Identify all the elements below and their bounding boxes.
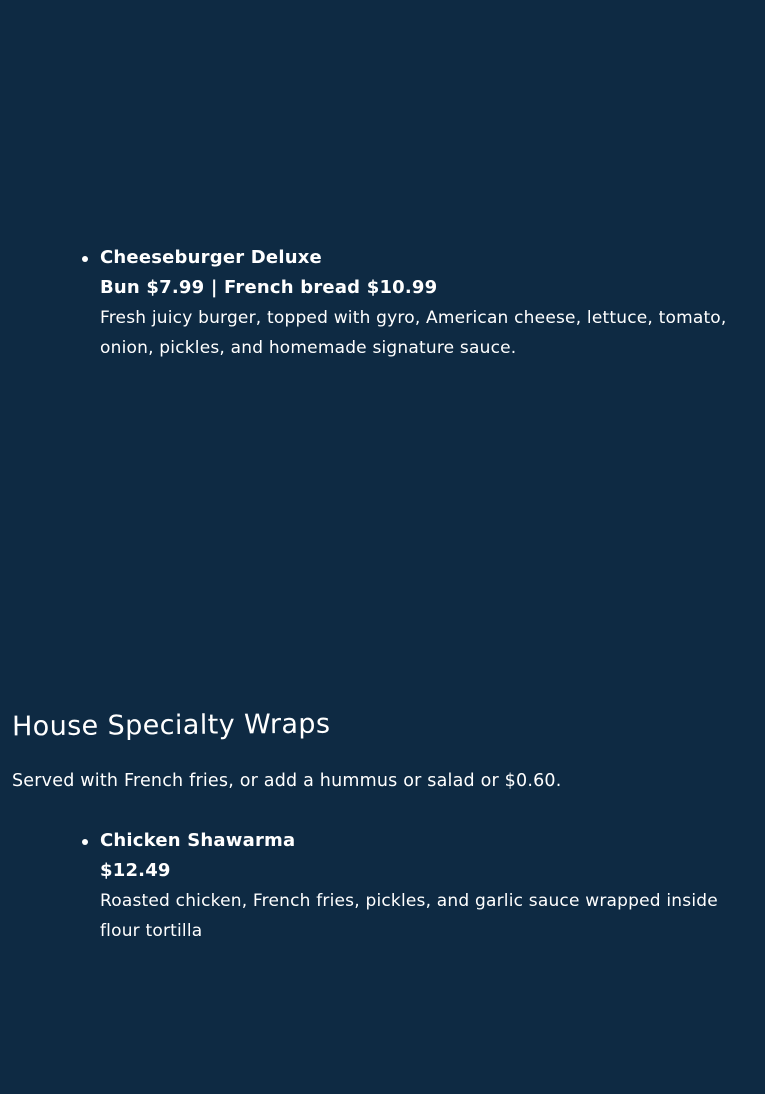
item-description: Fresh juicy burger, topped with gyro, American cheese, lettuce, tomato, onion, pickles, and homemade signature sauce. — [100, 308, 727, 358]
burgers-menu-list — [0, 243, 765, 363]
item-description: Roasted chicken, French fries, pickles, and garlic sauce wrapped inside flour tortilla — [100, 891, 718, 941]
wraps-menu-list — [0, 826, 765, 946]
menu-item-chicken-shawarma — [0, 826, 765, 946]
bullet-icon — [82, 839, 88, 845]
bullet-icon — [82, 256, 88, 262]
item-name: Cheeseburger Deluxe — [100, 247, 322, 268]
section-title: House Specialty Wraps — [11, 708, 331, 743]
section-note: Served with French fries, or add a hummus or salad or $0.60. — [12, 771, 562, 791]
item-price: $12.49 — [100, 860, 171, 881]
menu-item-cheeseburger-deluxe — [0, 243, 765, 363]
item-price: Bun $7.99 | French bread $10.99 — [100, 277, 438, 298]
item-name: Chicken Shawarma — [100, 830, 296, 851]
